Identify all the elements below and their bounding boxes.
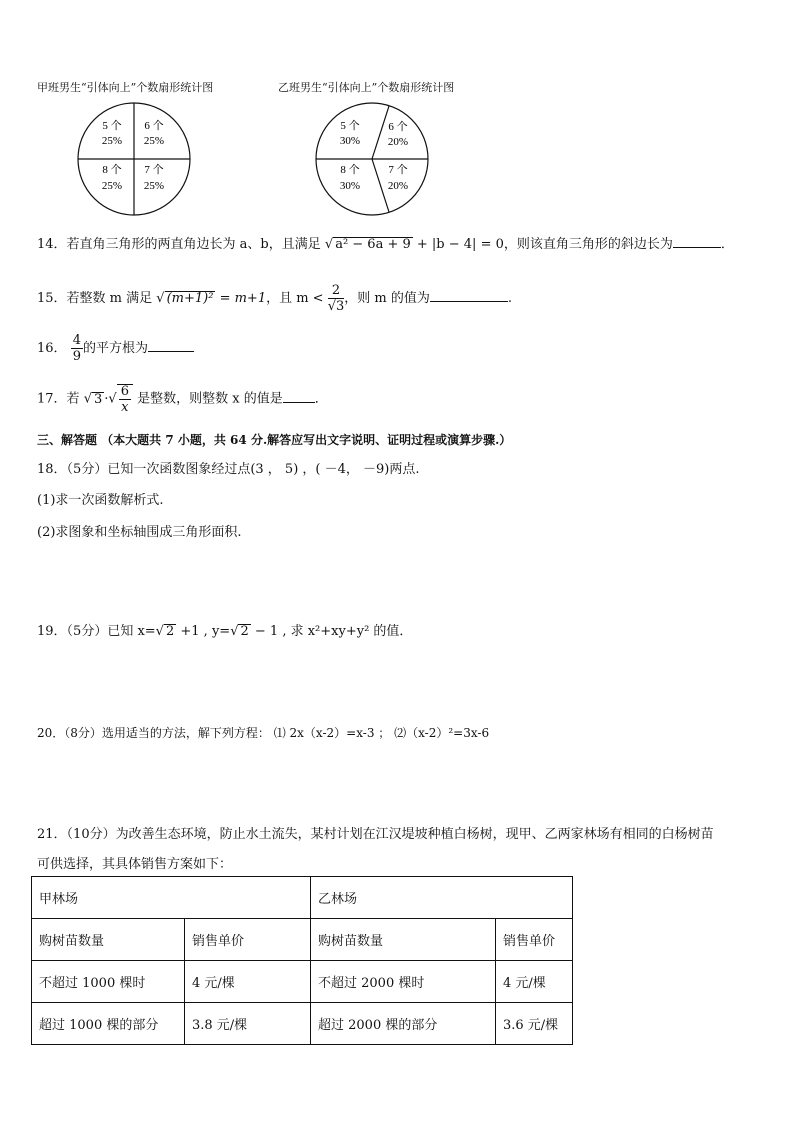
q16-answer-blank[interactable] [148, 339, 194, 352]
pie-a-slice-5-label: 5 个 [102, 120, 122, 132]
q17-fraction: $\frac{6}{x}$ [117, 384, 133, 414]
table-cell: 不超过 2000 棵时 [311, 961, 496, 1003]
q19-radicand-y: 2 [240, 624, 249, 639]
question-15: 15．若整数 m 满足 √ (m+1)² = m+1，且 m < $\frac{2}{√3}$ ，则 m 的值为 . [37, 283, 513, 314]
q15-answer-blank[interactable] [430, 289, 508, 302]
pie-a-slice-7-pct: 25% [143, 180, 165, 192]
pie-chart-b-title: 乙班男生“引体向上”个数扇形统计图 [278, 81, 455, 94]
q15-stem: 15．若整数 m 满足 [37, 291, 153, 306]
section-3-heading: 三、解答题 （本大题共 7 小题，共 64 分.解答应写出文字说明、证明过程或演算步骤.） [37, 433, 512, 447]
question-18-part-2: (2)求图象和坐标轴围成三角形面积. [37, 525, 242, 540]
q17-answer-blank[interactable] [283, 390, 315, 403]
table-cell: 超过 2000 棵的部分 [311, 1003, 496, 1045]
question-20: 20．（8分）选用适当的方法，解下列方程： ⑴ 2x（x-2）=x-3 ； ⑵（x-2）²=3x-6 [37, 726, 490, 740]
pie-b-slice-6-label: 6 个 [388, 121, 408, 133]
question-18-stem: 18．（5分）已知一次函数图象经过点(3 ， 5) ，( －4， －9)两点. [37, 462, 420, 477]
question-21-line-2: 可供选择，其具体销售方案如下： [37, 857, 233, 872]
sales-table [31, 876, 573, 1045]
table-cell: 不超过 1000 棵时 [32, 961, 185, 1003]
pie-chart-a [74, 101, 194, 221]
pie-b-slice-5-pct: 30% [339, 135, 361, 147]
table-row [32, 877, 573, 919]
table-cell: 超过 1000 棵的部分 [32, 1003, 185, 1045]
q15-tail: ，则 m 的值为 [344, 291, 430, 306]
question-14: 14．若直角三角形的两直角边长为 a、b，且满足 √ a² − 6a + 9 + |b − 4| = 0，则该直角三角形的斜边长为 ． [37, 237, 734, 252]
q14-radicand: a² − 6a + 9 [335, 237, 411, 252]
pie-a-slice-7-label: 7 个 [144, 164, 164, 176]
question-21-line-1: 21．（10分）为改善生态环境，防止水土流失，某村计划在江汉堤坡种植白杨树，现甲、乙两家林场有相同的白杨树苗 [37, 827, 714, 842]
table-cell: 3.8 元/棵 [185, 1003, 311, 1045]
q17-radicand-3: 3 [93, 391, 103, 407]
q17-tail: 是整数，则整数 x 的值是 [137, 391, 283, 407]
pie-a-slice-5-pct: 25% [101, 135, 123, 147]
q14-stem: 14．若直角三角形的两直角边长为 a、b，且满足 [37, 237, 321, 252]
q14-tail: ，则该直角三角形的斜边长为 [503, 237, 673, 252]
table-header: 销售单价 [496, 919, 573, 961]
table-cell: 3.6 元/棵 [496, 1003, 573, 1045]
pie-b-slice-8-label: 8 个 [340, 164, 360, 176]
q15-fraction: $\frac{2}{√3}$ [327, 283, 345, 314]
pie-b-slice-8-pct: 30% [339, 180, 361, 192]
pie-b-slice-7-label: 7 个 [388, 164, 408, 176]
table-farm-a: 甲林场 [32, 877, 311, 919]
q15-condition: ，且 m < [266, 291, 324, 306]
table-cell: 4 元/棵 [185, 961, 311, 1003]
question-16: 16． $\frac{4}{9}$ 的平方根为 [37, 334, 194, 363]
question-19: 19．（5分）已知 x=√ 2 +1 , y=√ 2 − 1 , 求 x²+xy+y² 的值． [37, 624, 413, 639]
table-header: 购树苗数量 [311, 919, 496, 961]
table-row [32, 961, 573, 1003]
pie-a-slice-6-label: 6 个 [144, 120, 164, 132]
question-17: 17．若 √ 3 ·√ $\frac{6}{x}$ 是整数，则整数 x 的值是 ． [37, 384, 328, 415]
q15-equation: = m+1 [215, 291, 267, 306]
table-header: 购树苗数量 [32, 919, 185, 961]
q14-abs: + |b − 4| = 0 [412, 237, 504, 252]
q16-fraction: $\frac{4}{9}$ [72, 333, 81, 364]
q19-radicand-x: 2 [165, 624, 175, 639]
pie-a-slice-8-pct: 25% [101, 180, 123, 192]
table-header: 销售单价 [185, 919, 311, 961]
question-18-part-1: (1)求一次函数解析式. [37, 493, 164, 508]
q14-answer-blank[interactable] [673, 235, 721, 248]
pie-chart-a-title: 甲班男生“引体向上”个数扇形统计图 [37, 81, 214, 94]
pie-chart-b [312, 101, 432, 221]
pie-a-slice-6-pct: 25% [143, 135, 165, 147]
q16-tail: 的平方根为 [82, 341, 148, 356]
table-farm-b: 乙林场 [311, 877, 573, 919]
table-row [32, 919, 573, 961]
pie-b-slice-6-pct: 20% [387, 136, 409, 148]
table-row [32, 1003, 573, 1045]
pie-b-slice-7-pct: 20% [387, 180, 409, 192]
pie-a-slice-8-label: 8 个 [102, 164, 122, 176]
table-cell: 4 元/棵 [496, 961, 573, 1003]
q15-radicand: (m+1)² [166, 291, 214, 306]
pie-b-slice-5-label: 5 个 [340, 120, 360, 132]
